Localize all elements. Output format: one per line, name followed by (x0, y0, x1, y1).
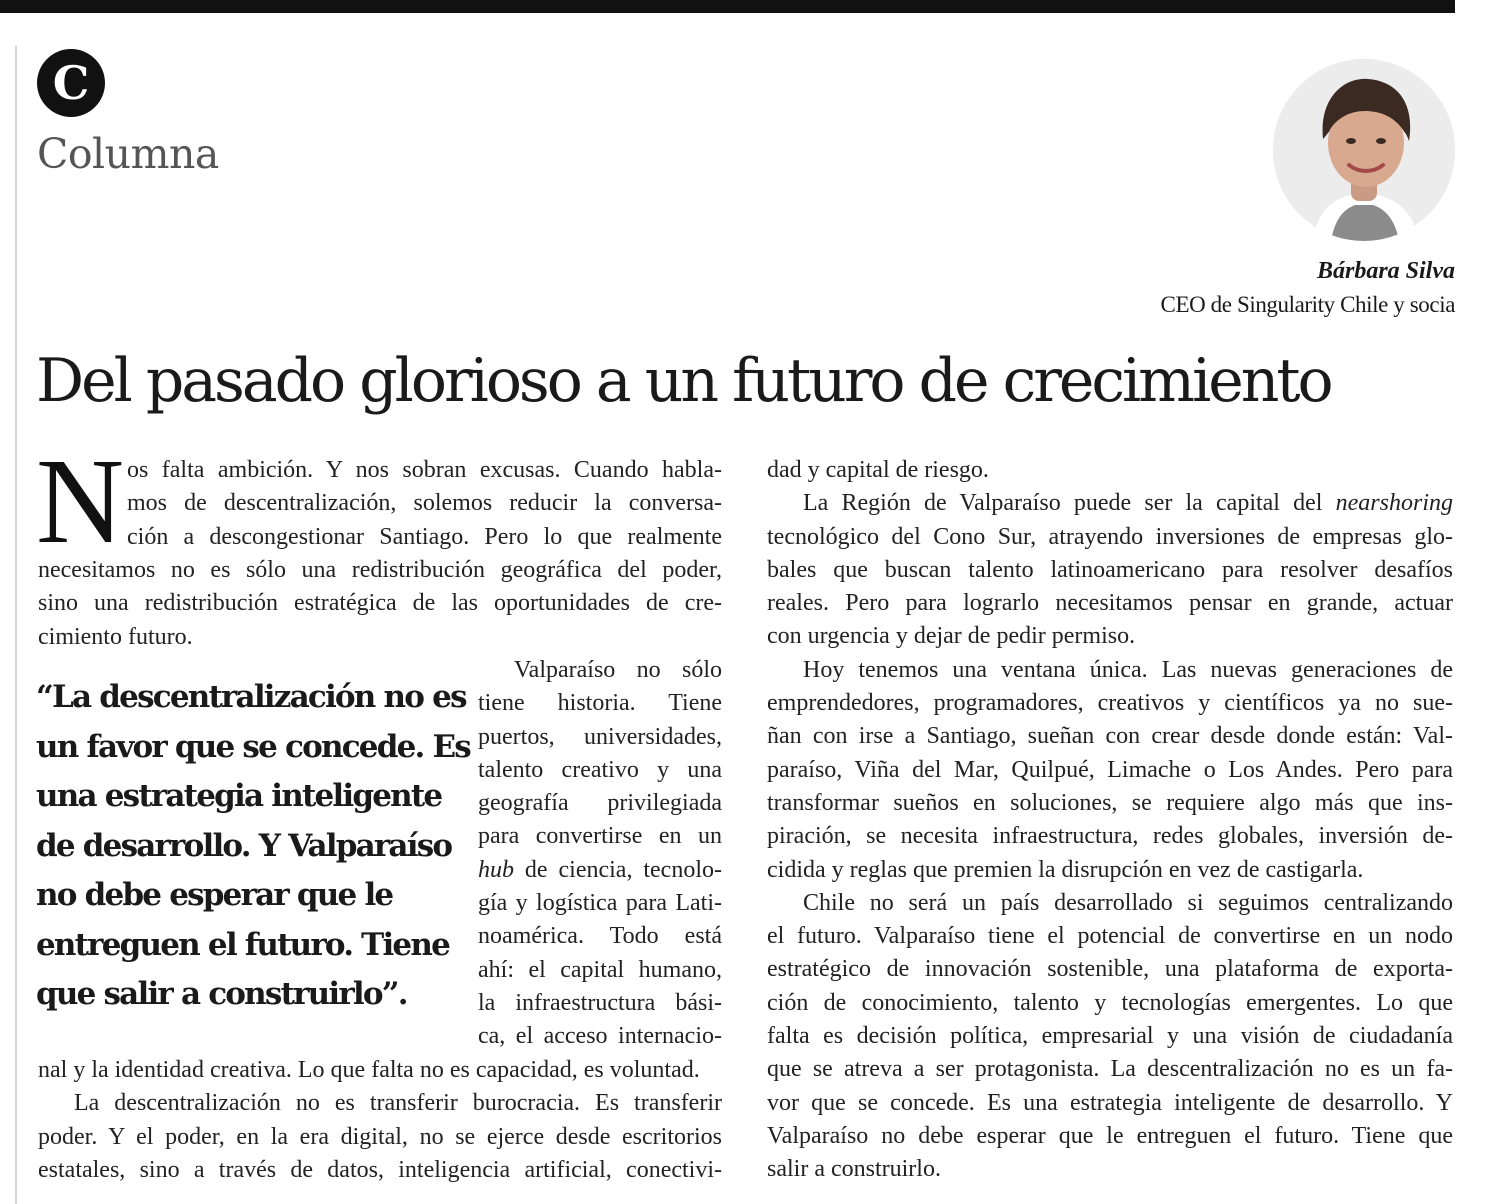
text-line: gía y logística para Lati- (478, 890, 722, 917)
text-line: geografía privilegiada (478, 790, 722, 817)
text-line: tiene historia. Tiene (478, 690, 722, 717)
text-line: talento creativo y una (478, 756, 722, 783)
text-line: noamérica. Todo está (478, 923, 722, 950)
text-line: ahí: el capital humano, (478, 956, 722, 983)
text-line: La descentralización no es transferir burocracia. Es transferir (74, 1090, 722, 1117)
text-line: Chile no será un país desarrollado si seguimos centralizando (803, 889, 1453, 916)
text-line: nal y la identidad creativa. Lo que falta no es capacidad, es voluntad. (38, 1057, 700, 1083)
section-label: Columna (37, 130, 219, 178)
text-line: emprendedores, programadores, creativos y científicos ya no sue- (767, 690, 1453, 717)
text-line: que se atreva a ser protagonista. La descentralización no es un fa- (767, 1056, 1453, 1083)
text-line: piración, se necesita infraestructura, redes globales, inversión de- (767, 823, 1453, 850)
left-margin-rule (15, 46, 17, 1204)
text-line: Valparaíso no debe esperar que le entreguen el futuro. Tiene que (767, 1122, 1453, 1149)
text-line: salir a construirlo. (767, 1156, 941, 1183)
text-line: la infraestructura bási- (478, 989, 722, 1016)
text-line: Hoy tenemos una ventana única. Las nuevas generaciones de (803, 656, 1453, 683)
text-line: tecnológico del Cono Sur, atrayendo inversiones de empresas glo- (767, 523, 1453, 550)
intro-paragraph (127, 454, 722, 554)
section-badge: C (37, 49, 105, 117)
drop-cap: N (36, 434, 125, 569)
author-name: Bárbara Silva (1316, 258, 1455, 284)
text-line: para convertirse en un (478, 823, 722, 850)
pull-quote: “La descentralización no es un favor que se concede. Es una estrategia inteligente de desarrollo. Y Valparaíso no debe esperar que le entreguen el futuro. Tiene que salir a construirlo”. (36, 679, 470, 1012)
body-column-1-narrow (478, 654, 722, 1054)
text-line: vor que se concede. Es una estrategia inteligente de desarrollo. Y (767, 1089, 1453, 1116)
body-column-1-top (38, 554, 722, 654)
text-line: Valparaíso no sólo (514, 657, 722, 683)
text-line: cidida y reglas que premien la disrupción en vez de castigarla. (767, 856, 1364, 883)
text-line: sino una redistribución estratégica de las oportunidades de cre- (38, 590, 722, 617)
text-line: el futuro. Valparaíso tiene el potencial de convertirse en un nodo (767, 923, 1453, 950)
text-line: hub de ciencia, tecnolo- (478, 856, 722, 883)
text-line: reales. Pero para lograrlo necesitamos pensar en grande, actuar (767, 590, 1453, 617)
text-line: falta es decisión política, empresarial y una visión de ciudadanía (767, 1023, 1453, 1050)
text-line: ción a descongestionar Santiago. Pero lo que realmente (127, 523, 722, 550)
body-column-1-bottom (38, 1054, 722, 1187)
author-role: CEO de Singularity Chile y socia (1160, 292, 1455, 317)
text-line: ción de conocimiento, talento y tecnologías emergentes. Lo que (767, 989, 1453, 1016)
text-line: La Región de Valparaíso puede ser la capital del nearshoring (803, 490, 1453, 517)
body-column-2 (767, 454, 1453, 1187)
text-line: paraíso, Viña del Mar, Quilpué, Limache o Los Andes. Pero para (767, 756, 1453, 783)
text-line: ñan con irse a Santiago, sueñan con crear desde donde están: Val- (767, 723, 1453, 750)
top-rule (0, 0, 1455, 13)
headline: Del pasado glorioso a un futuro de crecimiento (36, 346, 1331, 416)
author-portrait-icon (1273, 59, 1455, 241)
text-line: bales que buscan talento latinoamericano para resolver desafíos (767, 556, 1453, 583)
text-line: necesitamos no es sólo una redistribución geográfica del poder, (38, 557, 722, 583)
text-line: cimiento futuro. (38, 623, 193, 650)
text-line: estatales, sino a través de datos, inteligencia artificial, conectivi- (38, 1156, 722, 1183)
text-line: mos de descentralización, solemos reducir la conversa- (127, 490, 722, 517)
text-line: dad y capital de riesgo. (767, 457, 989, 483)
text-line: os falta ambición. Y nos sobran excusas. Cuando habla- (127, 457, 722, 483)
text-line: transformar sueños en soluciones, se requiere algo más que ins- (767, 789, 1453, 816)
text-line: poder. Y el poder, en la era digital, no se ejerce desde escritorios (38, 1123, 722, 1150)
text-line: puertos, universidades, (478, 723, 722, 750)
text-line: con urgencia y dejar de pedir permiso. (767, 623, 1136, 650)
text-line: estratégico de innovación sostenible, una plataforma de exporta- (767, 956, 1453, 983)
text-line: ca, el acceso internacio- (478, 1023, 722, 1050)
author-photo (1273, 59, 1455, 241)
